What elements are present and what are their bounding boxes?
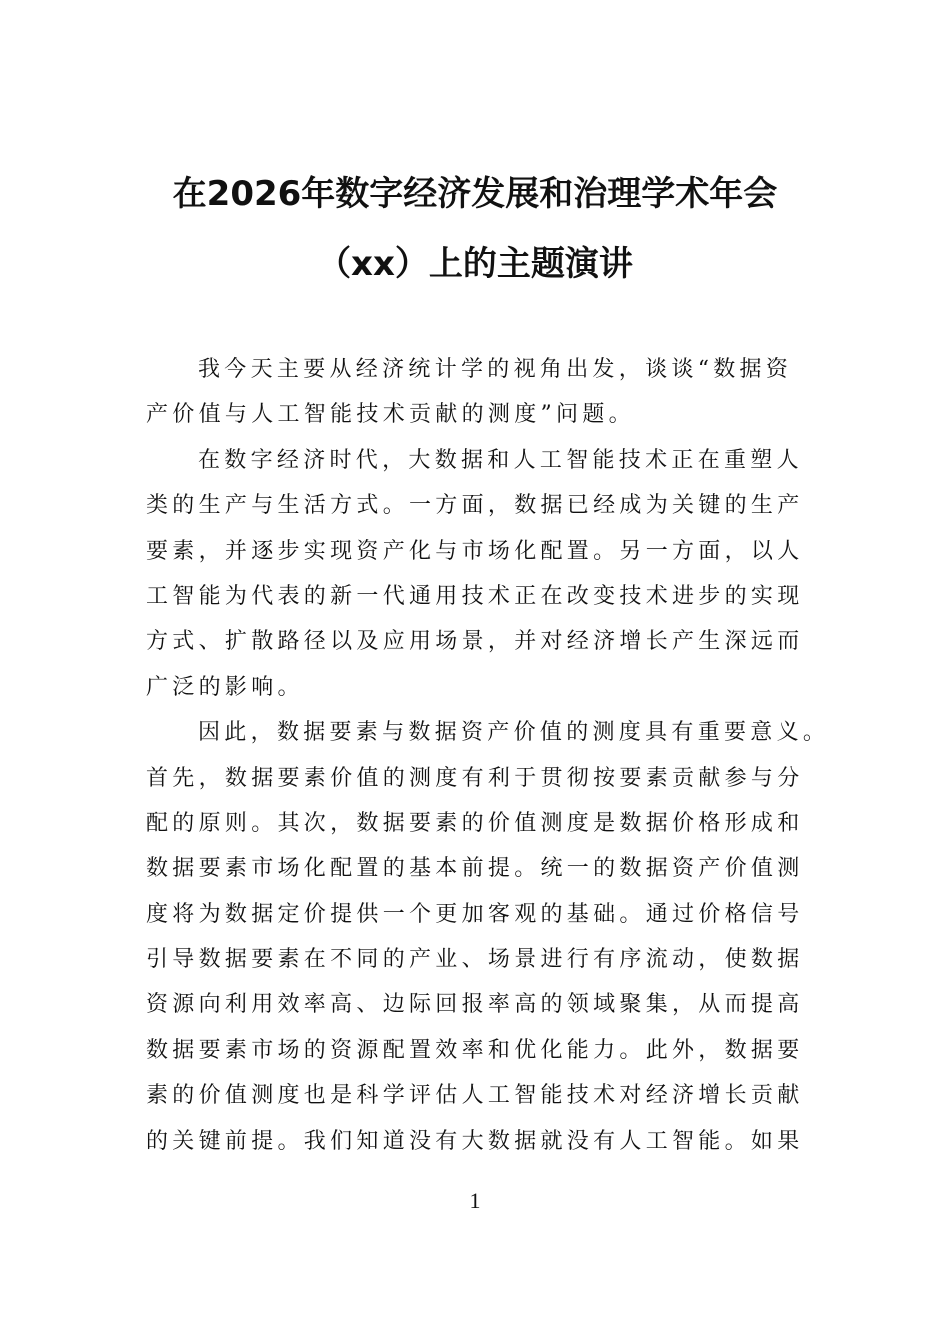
body-line: 因此，数据要素与数据资产价值的测度具有重要意义。 xyxy=(198,720,830,746)
document-title-line-1: 在2026年数字经济发展和治理学术年会 xyxy=(172,174,778,214)
body-line: 资源向利用效率高、边际回报率高的领域聚集，从而提高 xyxy=(146,992,804,1018)
body-line: 方式、扩散路径以及应用场景，并对经济增长产生深远而 xyxy=(146,629,804,655)
body-line: 首先，数据要素价值的测度有利于贯彻按要素贡献参与分 xyxy=(146,765,804,791)
document-title-line-2: （xx）上的主题演讲 xyxy=(317,244,633,284)
body-line: 的关键前提。我们知道没有大数据就没有人工智能。如果 xyxy=(146,1128,804,1154)
body-line: 要素，并逐步实现资产化与市场化配置。另一方面，以人 xyxy=(146,538,804,564)
page-number: 1 xyxy=(469,1188,481,1213)
body-line: 工智能为代表的新一代通用技术正在改变技术进步的实现 xyxy=(146,583,804,609)
body-line: 广泛的影响。 xyxy=(146,674,304,700)
body-line: 类的生产与生活方式。一方面，数据已经成为关键的生产 xyxy=(146,493,804,519)
body-line: 数据要素市场的资源配置效率和优化能力。此外，数据要 xyxy=(146,1037,804,1063)
body-line: 我今天主要从经济统计学的视角出发，谈谈“数据资 xyxy=(198,357,793,382)
body-line: 度将为数据定价提供一个更加客观的基础。通过价格信号 xyxy=(146,901,804,927)
body-line: 数据要素市场化配置的基本前提。统一的数据资产价值测 xyxy=(146,856,804,882)
body-line: 引导数据要素在不同的产业、场景进行有序流动，使数据 xyxy=(146,947,804,973)
body-line: 在数字经济时代，大数据和人工智能技术正在重塑人 xyxy=(198,447,803,473)
document-body xyxy=(146,347,830,1164)
body-line: 素的价值测度也是科学评估人工智能技术对经济增长贡献 xyxy=(146,1083,804,1109)
body-line: 产价值与人工智能技术贡献的测度”问题。 xyxy=(146,402,635,428)
body-line: 配的原则。其次，数据要素的价值测度是数据价格形成和 xyxy=(146,810,804,836)
